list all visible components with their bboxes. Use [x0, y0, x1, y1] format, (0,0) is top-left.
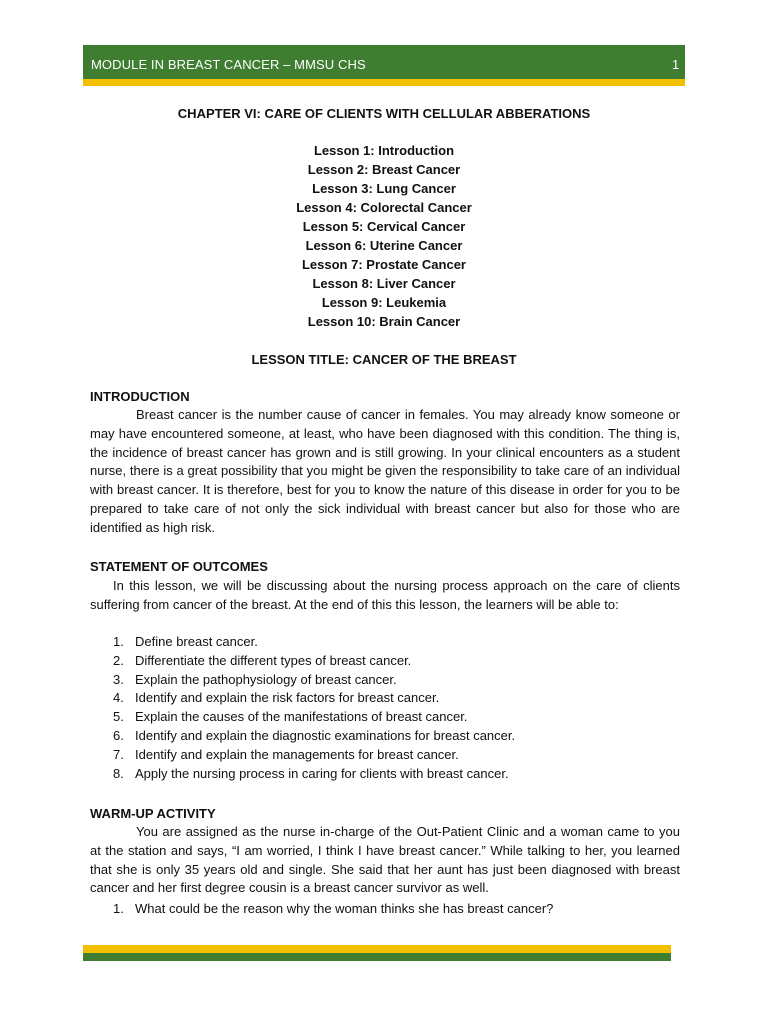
list-item [113, 633, 515, 652]
list-item [113, 765, 515, 784]
chapter-title: CHAPTER VI: CARE OF CLIENTS WITH CELLULAR ABBERATIONS [177, 106, 591, 121]
page-number: 1 [672, 57, 680, 72]
question-number: 1. [113, 901, 124, 916]
outcomes-list [113, 633, 515, 783]
footer-bar [83, 953, 671, 961]
list-number: 3. [113, 671, 124, 687]
question-text: What could be the reason why the woman thinks she has breast cancer? [135, 901, 554, 916]
list-text: Explain the pathophysiology of breast cancer. [135, 671, 397, 687]
list-text: Identify and explain the risk factors for breast cancer. [135, 690, 440, 706]
list-number: 1. [113, 634, 124, 649]
list-text: Apply the nursing process in caring for clients with breast cancer. [135, 765, 509, 781]
list-item [113, 689, 515, 708]
lesson-item: Lesson 7: Prostate Cancer [301, 257, 466, 272]
list-number: 8. [113, 765, 124, 781]
footer-accent-stripe [83, 945, 671, 953]
list-number: 7. [113, 746, 124, 762]
list-item [113, 727, 515, 746]
introduction-paragraph: Breast cancer is the number cause of cancer in females. You may already know someone or may have encountered someone, at least, who have been diagnosed with this condition. The thing is, the incidence of breast cancer has grown and is still growing. In your clinical encounters as a student nurse, there is a great possibility that you might be given the responsibility to take care of an individual with breast cancer. It is therefore, best for you to know the nature of this disease in order for you to be prepared to take care of not only the sick individual with breast cancer but also for those who are identified as high risk. [90, 407, 680, 535]
header-module-title: MODULE IN BREAST CANCER – MMSU CHS [91, 57, 366, 72]
lesson-item: Lesson 6: Uterine Cancer [305, 238, 463, 253]
warmup-heading: WARM-UP ACTIVITY [90, 806, 216, 821]
lesson-item: Lesson 9: Leukemia [321, 295, 447, 310]
list-number: 4. [113, 690, 124, 706]
list-text: Explain the causes of the manifestations of breast cancer. [135, 709, 468, 725]
list-item [113, 746, 515, 765]
lesson-item: Lesson 2: Breast Cancer [307, 162, 461, 177]
introduction-heading: INTRODUCTION [90, 389, 190, 404]
header-accent-stripe [83, 79, 685, 86]
list-text: Define breast cancer. [135, 634, 258, 649]
outcomes-heading: STATEMENT OF OUTCOMES [90, 559, 268, 574]
outcomes-paragraph: In this lesson, we will be discussing about the nursing process approach on the care of clients suffering from cancer of the breast. At the end of this this lesson, the learners will be able to: [90, 578, 680, 612]
list-number: 6. [113, 727, 124, 743]
list-text: Identify and explain the diagnostic examinations for breast cancer. [135, 727, 516, 743]
warmup-question [113, 899, 553, 918]
list-text: Differentiate the different types of breast cancer. [135, 652, 412, 668]
lesson-item: Lesson 4: Colorectal Cancer [296, 200, 472, 215]
lesson-item: Lesson 5: Cervical Cancer [302, 219, 466, 234]
lesson-title: LESSON TITLE: CANCER OF THE BREAST [251, 352, 517, 367]
list-item [113, 671, 515, 690]
list-number: 2. [113, 652, 124, 668]
lesson-item: Lesson 8: Liver Cancer [312, 276, 456, 291]
lesson-item: Lesson 10: Brain Cancer [307, 314, 461, 329]
list-item [113, 708, 515, 727]
list-item [113, 652, 515, 671]
lesson-item: Lesson 1: Introduction [313, 143, 455, 158]
warmup-paragraph: You are assigned as the nurse in-charge of the Out-Patient Clinic and a woman came to you at the station and says, “I am worried, I think I have breast cancer.” While talking to her, you learned that she is only 35 years old and single. She said that her aunt has just been diagnosed with breast cancer and her first degree cousin is a breast cancer survivor as well. [90, 824, 680, 896]
lesson-item: Lesson 3: Lung Cancer [312, 181, 456, 196]
list-number: 5. [113, 709, 124, 725]
list-text: Identify and explain the managements for breast cancer. [135, 746, 459, 762]
